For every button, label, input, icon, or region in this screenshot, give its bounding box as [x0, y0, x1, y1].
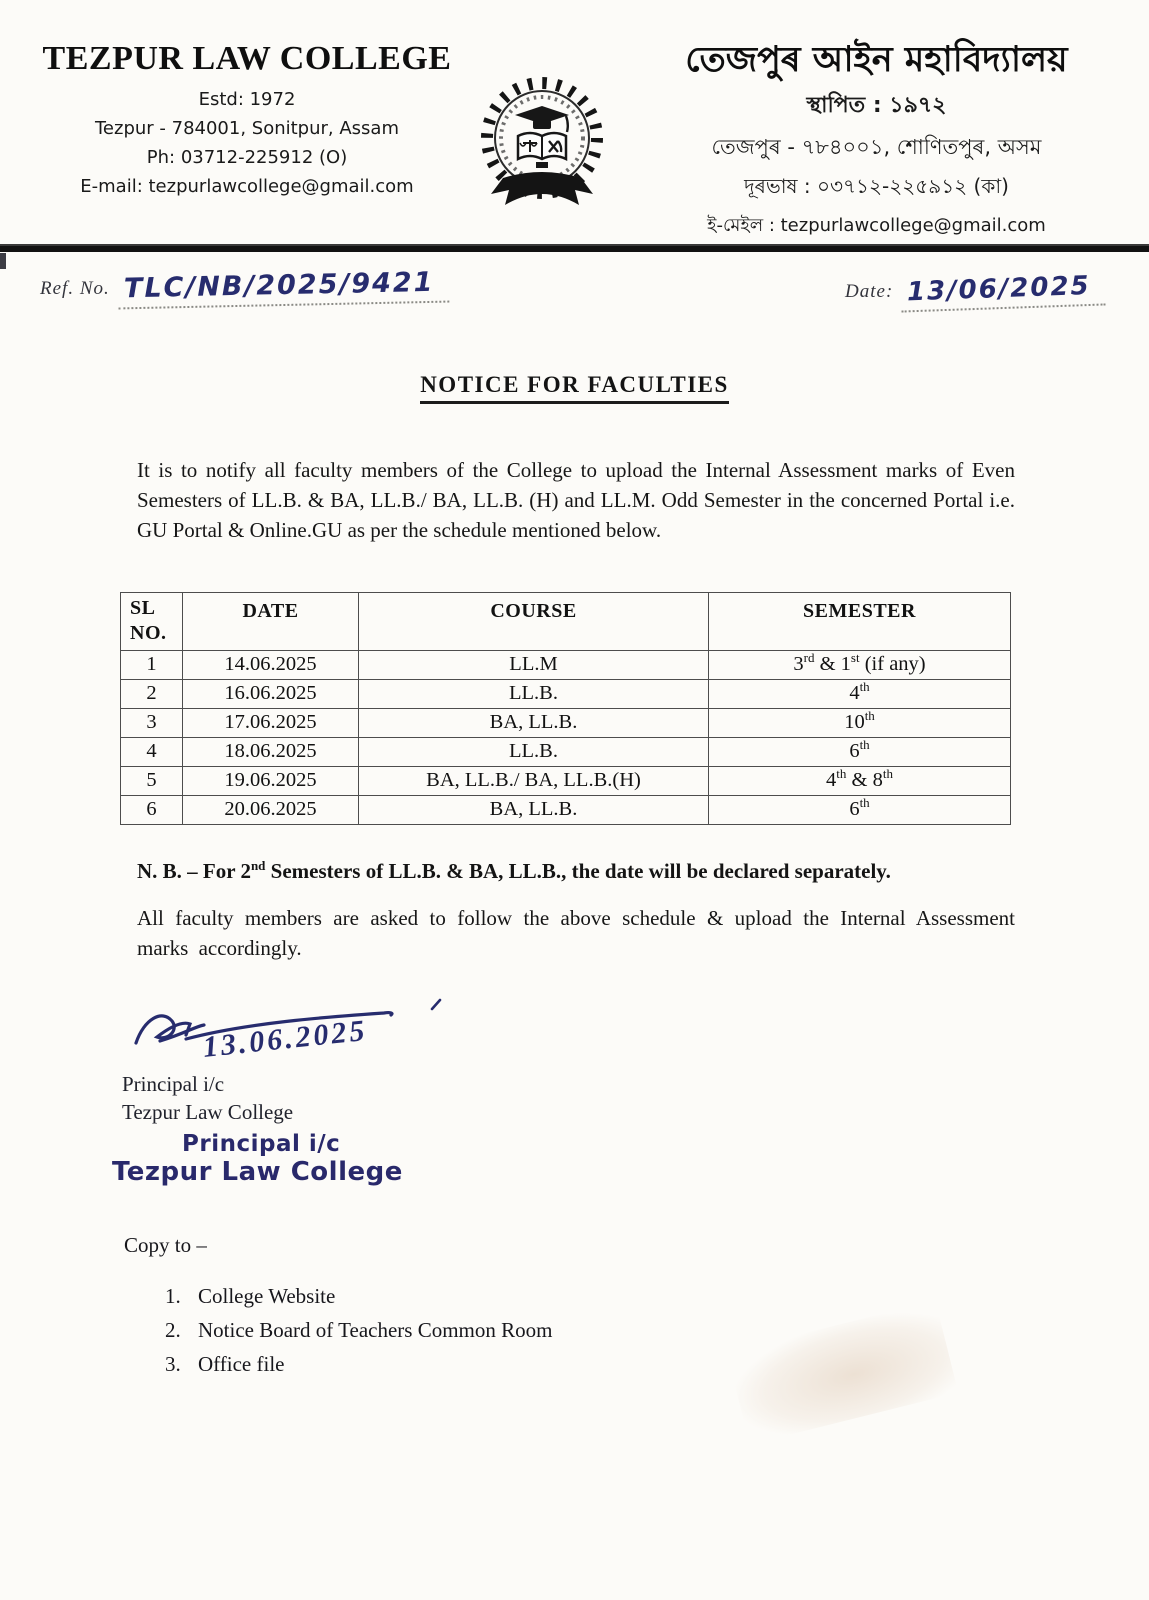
- cell-course: BA, LL.B.: [359, 795, 709, 824]
- cell-date: 17.06.2025: [183, 708, 359, 737]
- estd-line-english: Estd: 1972: [198, 89, 296, 110]
- signature-block: [112, 991, 1149, 1187]
- scan-artifact: [0, 253, 6, 269]
- table-row: [121, 650, 1011, 679]
- stamp-designation: Principal i/c: [182, 1130, 341, 1157]
- column-header-sl-no: SL NO.: [121, 592, 183, 650]
- phone-line-assamese: দূৰভাষ : ০৩৭১২-২২৫৯১২ (কা): [744, 174, 1009, 199]
- address-line-english: Tezpur - 784001, Sonitpur, Assam: [94, 118, 399, 139]
- table-row: [121, 766, 1011, 795]
- cell-semester: 4th & 8th: [709, 766, 1011, 795]
- column-header-date: DATE: [183, 592, 359, 650]
- college-seal-logo: [466, 74, 618, 221]
- cell-date: 20.06.2025: [183, 795, 359, 824]
- cell-sl: 5: [121, 766, 183, 795]
- column-header-course: COURSE: [359, 592, 709, 650]
- header-divider: [0, 244, 1149, 252]
- cell-semester: 6th: [709, 737, 1011, 766]
- handwritten-signature: [126, 991, 486, 1071]
- table-row: [121, 708, 1011, 737]
- copy-to-item: 2. Notice Board of Teachers Common Room: [186, 1318, 1149, 1343]
- notice-body-paragraph: It is to notify all faculty members of the College to upload the Internal Assessment marks of Even Semesters of LL.B. & BA, LL.B./ BA, LL.B. (H) and LL.M. Odd Semester in the concerned Portal i.e. GU Portal & Online.GU as per the schedule mentioned below.: [137, 458, 1015, 542]
- table-row: [121, 737, 1011, 766]
- title-row: [0, 372, 1149, 404]
- schedule-table: [120, 592, 1011, 825]
- nb-note: N. B. – For 2nd Semesters of LL.B. & BA, LL.B., the date will be declared separately.: [137, 857, 891, 883]
- address-line-assamese: তেজপুৰ - ৭৮৪০০১, শোণিতপুৰ, অসম: [711, 135, 1042, 160]
- college-seal-icon: [466, 74, 618, 216]
- ref-no-value: TLC/NB/2025/9421: [117, 267, 448, 310]
- notice-title: NOTICE FOR FACULTIES: [420, 372, 729, 404]
- principal-stamp: [112, 1130, 1149, 1187]
- table-row: [121, 679, 1011, 708]
- copy-to-section: [124, 1233, 1149, 1377]
- letterhead-assamese-block: [618, 40, 1135, 242]
- ref-date-row: [40, 267, 1107, 330]
- stamp-institution: Tezpur Law College: [112, 1156, 403, 1187]
- signatory-designation: Principal i/c: [122, 1072, 225, 1097]
- cell-sl: 3: [121, 708, 183, 737]
- closing-paragraph: All faculty members are asked to follow the above schedule & upload the Internal Assessment marks accordingly.: [137, 905, 1015, 960]
- phone-line-english: Ph: 03712-225912 (O): [146, 147, 348, 168]
- signature-date: 13.06.2025: [201, 1014, 369, 1065]
- column-header-semester: SEMESTER: [709, 592, 1011, 650]
- email-line-english: E-mail: tezpurlawcollege@gmail.com: [80, 176, 414, 197]
- college-name-assamese: তেজপুৰ আইন মহাবিদ্যালয়: [685, 40, 1068, 80]
- date-label: Date:: [845, 281, 894, 303]
- cell-sl: 1: [121, 650, 183, 679]
- cell-semester: 3rd & 1st (if any): [709, 650, 1011, 679]
- cell-course: BA, LL.B.: [359, 708, 709, 737]
- cell-semester: 10th: [709, 708, 1011, 737]
- table-header-row: [121, 592, 1011, 650]
- cell-date: 14.06.2025: [183, 650, 359, 679]
- cell-date: 16.06.2025: [183, 679, 359, 708]
- date-value: 13/06/2025: [901, 271, 1106, 313]
- letterhead-english-block: [28, 40, 466, 197]
- cell-course: LL.B.: [359, 737, 709, 766]
- copy-to-label: Copy to –: [124, 1232, 207, 1257]
- cell-sl: 6: [121, 795, 183, 824]
- college-name-english: TEZPUR LAW COLLEGE: [42, 40, 452, 77]
- email-line-assamese: ই-মেইল : tezpurlawcollege@gmail.com: [707, 215, 1046, 237]
- cell-course: LL.B.: [359, 679, 709, 708]
- cell-date: 18.06.2025: [183, 737, 359, 766]
- table-row: [121, 795, 1011, 824]
- cell-semester: 6th: [709, 795, 1011, 824]
- cell-sl: 4: [121, 737, 183, 766]
- copy-to-item: 1. College Website: [186, 1284, 1149, 1309]
- estd-line-assamese: স্থাপিত : ১৯৭২: [806, 93, 947, 119]
- signatory-institution: Tezpur Law College: [122, 1099, 294, 1124]
- cell-course: LL.M: [359, 650, 709, 679]
- cell-semester: 4th: [709, 679, 1011, 708]
- letterhead: [0, 0, 1149, 242]
- date-group: [845, 271, 1105, 309]
- copy-to-list: [160, 1284, 1149, 1377]
- copy-to-item: 3. Office file: [186, 1352, 1149, 1377]
- cell-date: 19.06.2025: [183, 766, 359, 795]
- ref-no-label: Ref. No.: [40, 278, 110, 300]
- cell-sl: 2: [121, 679, 183, 708]
- cell-course: BA, LL.B./ BA, LL.B.(H): [359, 766, 709, 795]
